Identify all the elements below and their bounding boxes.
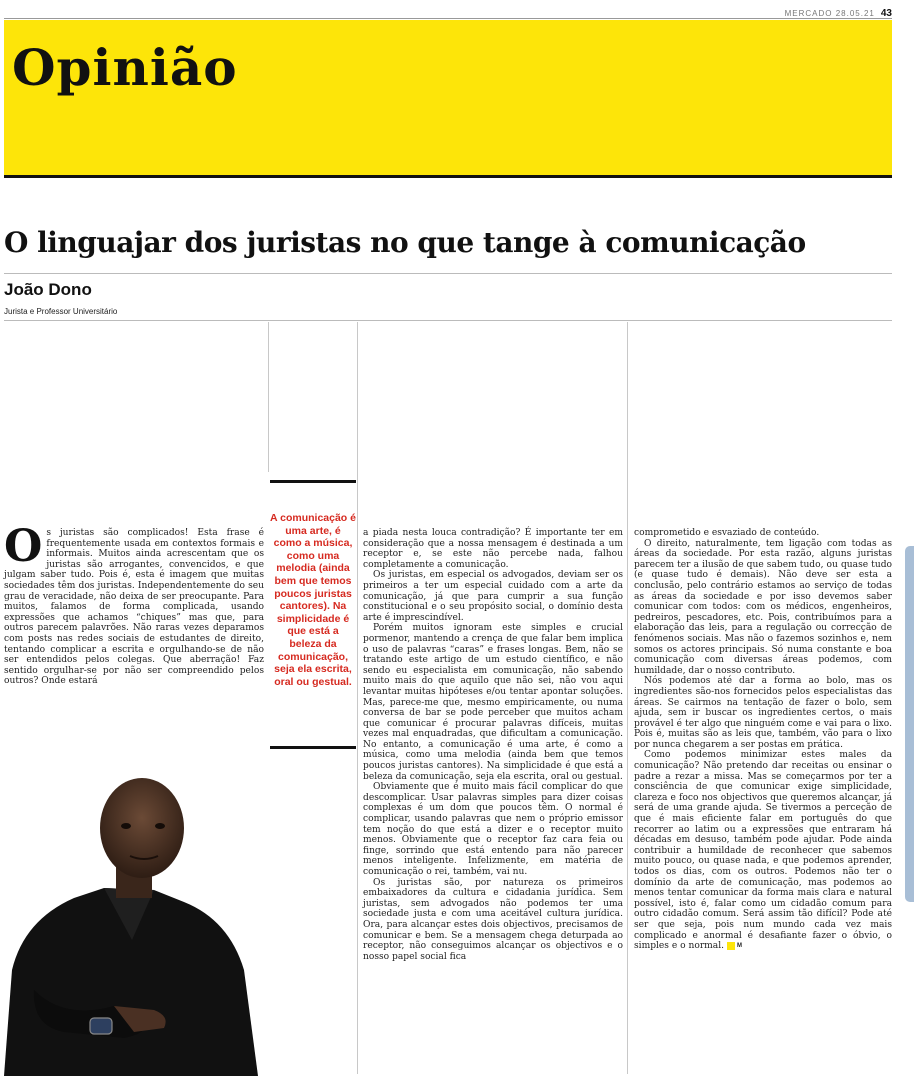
section-banner	[4, 20, 892, 175]
pull-quote: A comunicação é uma arte, é como a música, como uma melodia (ainda bem que temos poucos juristas cantores). Na simplicidade é que está a beleza da comunicação, seja ela escrita, oral ou gestual.	[270, 512, 356, 688]
author-role: Jurista e Professor Universitário	[4, 307, 118, 316]
column-divider	[268, 322, 269, 472]
paragraph: a piada nesta louca contradição? É importante ter em consideração que a nossa mensagem é destinada a um receptor e, se este não percebe nada, falhou completamente a comunicação.	[363, 528, 623, 570]
paragraph: Obviamente que é muito mais fácil complicar do que descomplicar. Usar palavras simples para dizer coisas complexas é um dom que poucos têm. O normal é complicar, usando palavras que nem o próprio emissor tem noção do que está a dizer e o receptor muito menos. Obviamente que o receptor faz cara feia ou finge, sorrindo que está entendo para não parecer menos inteligente. Infelizmente, em matéria de comunicação o rei, também, vai nu.	[363, 782, 623, 877]
end-mark-icon: M	[727, 942, 735, 950]
column-divider	[357, 322, 358, 1074]
article-column-2	[363, 528, 623, 962]
paragraph: Os juristas são, por natureza os primeiros embaixadores da cultura e cidadania jurídica. Sem juristas, sem advogados não podemos ter uma sociedade justa e com uma aceitável cultura jurídica. Ora, para alcançar estes dois objectivos, precisamos de comunicar e bem. Se a mensagem chega deturpada ao receptor, não conseguimos alcançar os objectivos e o nosso papel social fica	[363, 877, 623, 962]
publication-date: MERCADO 28.05.21	[784, 9, 875, 18]
headline-rule	[4, 273, 892, 274]
paragraph	[4, 521, 264, 687]
paragraph: comprometido e esvaziado de conteúdo.	[634, 528, 820, 538]
header-rule	[4, 18, 892, 19]
article-column-1	[4, 521, 264, 687]
paragraph: Porém muitos ignoram este simples e crucial pormenor, mantendo a crença de que falar bem implica o uso de palavras “caras” e frases longas. Bem, não se tratando este artigo de um estudo científico, e não sendo eu especialista em comunicação, não sabendo muito mais do que aquilo que não sei, não vou aqui levantar muitas hipóteses e/ou tentar apontar soluções. Mas, parece-me que, mesmo empiricamente, ou numa conversa de bar se pode perceber que muitos acham que comunicar é procurar palavras difíceis, muitas vezes mal enquadradas, que dificultam a comunicação. No entanto, a comunicação é uma arte, é como a música, como uma melodia (ainda bem que temos poucos juristas cantores). Na simplicidade é que está a beleza da comunicação, seja ela escrita, oral ou gestual.	[363, 623, 623, 782]
paragraph: O direito, naturalmente, tem ligação com todas as áreas da sociedade. Por esta razão, alguns juristas parecem ter a ilusão de que sabem tudo, ou quase tudo (e quase tudo é demais). Não deve ser esta a conclusão, pelo contrário estamos ao serviço de todas as áreas da sociedade e por isso devemos saber comunicar com todos: com os médicos, engenheiros, pedreiros, pescadores, etc. Pois, contribuímos para a elaboração das leis, para a regulação ou correcção de fenómenos sociais. Mas não o fazemos sozinhos e, nem somos os actores principais. Só numa constante e boa comunicação com diversas áreas podemos, com humildade, dar o nosso contributo.	[634, 538, 892, 676]
author-portrait	[4, 770, 266, 1076]
author-name: João Dono	[4, 280, 92, 299]
pull-quote-bottom-rule	[270, 746, 356, 749]
paragraph-text: Como podemos minimizar estes males da comunicação? Não pretendo dar receitas ou ensinar o padre a rezar a missa. Mas se começarmos por ter a consciência de que comunicar exige simplicidade, clareza e foco nos objectivos que queremos alcançar, já será de uma grande ajuda. Se tivermos a perceção de que é mais eficiente falar em português do que recorrer ao latim ou a expressões que entraram há décadas em desuso, também pode ajudar. Pode ainda contribuir a humildade de reconhecer que sabemos muito pouco, ou quase nada, e que podemos aprender, todos os dias, com os outros. Podemos não ter o domínio da arte de comunicação, mas podemos ao menos tentar comunicar da forma mais clara e natural possível, isto é, falar como um cidadão comum para outro cidadão comum. Será assim tão difícil? Pode até ser que seja, pois num mundo cada vez mais complicado e anormal é desafiante fazer o óbvio, o simples e o normal.	[634, 750, 892, 952]
article-column-3	[634, 528, 892, 952]
paragraph	[634, 750, 892, 951]
article-headline: O linguajar dos juristas no que tange à comunicação	[4, 226, 806, 259]
paragraph: Nós podemos até dar a forma ao bolo, mas os ingredientes são-nos fornecidos pelos especialistas das áreas. Se cairmos na tentação de fazer o bolo, sem ajuda, sem ir buscar os ingredientes certos, o mais provável é ter algo que ninguém come e vai para o lixo. Pois é, muitas são as leis que, também, vão para o lixo por nunca chegarem a ser postas em prática.	[634, 676, 892, 750]
byline-rule	[4, 320, 892, 321]
section-title: Opinião	[12, 38, 238, 97]
page-number: 43	[880, 8, 892, 19]
pull-quote-top-rule	[270, 480, 356, 483]
column-divider	[627, 322, 628, 1074]
paragraph: Os juristas, em especial os advogados, deviam ser os primeiros a ter um especial cuidado com a arte da comunicação, já que para cumprir a sua função constitucional e o seu propósito social, o domínio desta arte é imprescindível.	[363, 570, 623, 623]
author-photo	[4, 770, 266, 1076]
paragraph-text: s juristas são complicados! Esta frase é frequentemente usada em contextos formais e informais. Muitos ainda acrescentam que os juristas são arrogantes, convencidos, e que julgam saber tudo. Pois é, esta é imagem que muitas sociedades têm dos juristas. Independentemente do seu grau de veracidade, não deixa de ser preocupante. Para muitos, falamos de forma complicada, usando expressões que achamos “chiques” mas que, para outros parecem palavrões. Não raras vezes deparamos com posts nas redes sociais de estudantes de direito, tentando complicar a escrita e orgulhando-se de não ser entendidos pelos colegas. Que aberração! Faz sentido orgulhar-se por não ser compreendido pelos outros? Onde estará	[4, 528, 264, 687]
side-tab[interactable]	[905, 546, 914, 902]
drop-cap: O	[4, 521, 43, 572]
banner-rule	[4, 175, 892, 178]
